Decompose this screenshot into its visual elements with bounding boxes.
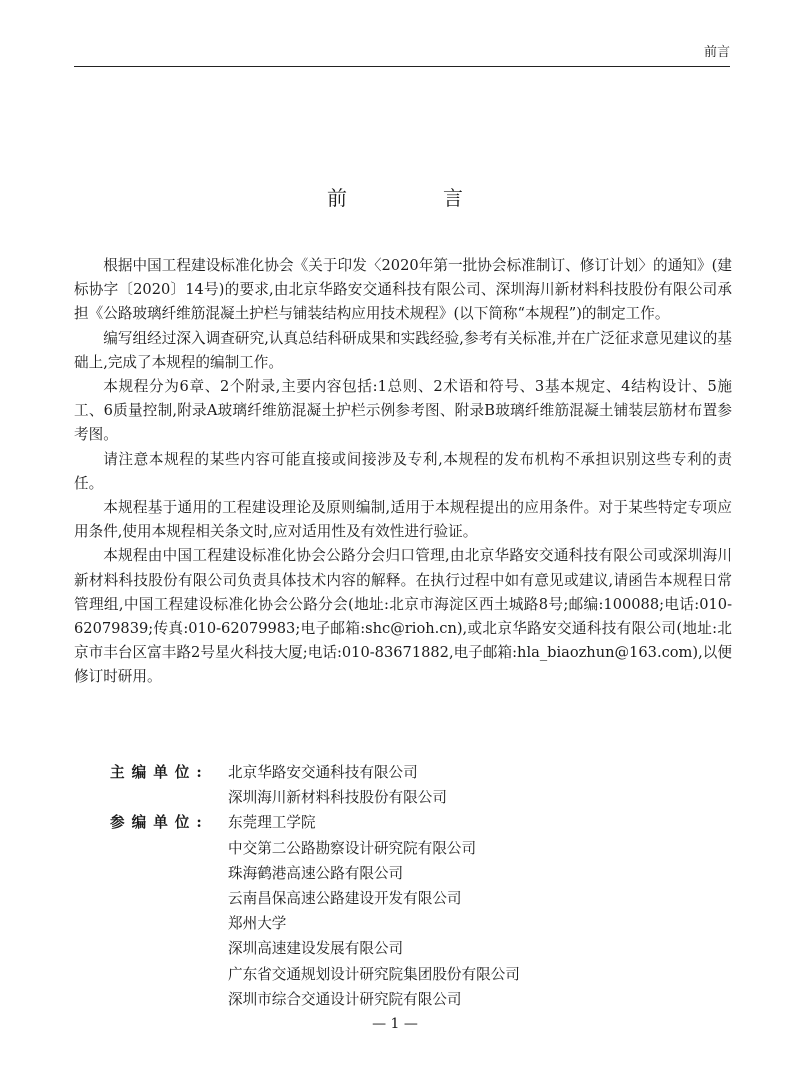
running-header bbox=[74, 40, 730, 67]
unit-item: 郑州大学 bbox=[228, 915, 287, 933]
paragraph: 本规程分为6章、2个附录,主要内容包括:1总则、2术语和符号、3基本规定、4结构设计、5施工、6质量控制,附录A玻璃纤维筋混凝土护栏示例参考图、附录B玻璃纤维筋混凝土铺装层筋材布置参考图。 bbox=[74, 378, 732, 444]
unit-item: 深圳海川新材料科技股份有限公司 bbox=[228, 789, 447, 807]
unit-item: 深圳市综合交通设计研究院有限公司 bbox=[228, 990, 462, 1008]
participating-units-list bbox=[228, 810, 520, 1012]
paragraph: 编写组经过深入调查研究,认真总结科研成果和实践经验,参考有关标准,并在广泛征求意见建议的基础上,完成了本规程的编制工作。 bbox=[74, 329, 732, 371]
body-text bbox=[74, 254, 732, 690]
unit-item: 深圳高速建设发展有限公司 bbox=[228, 940, 404, 958]
unit-item: 云南昌保高速公路建设开发有限公司 bbox=[228, 890, 462, 908]
unit-item: 广东省交通规划设计研究院集团股份有限公司 bbox=[228, 965, 520, 983]
unit-item: 珠海鹤港高速公路有限公司 bbox=[228, 864, 404, 882]
chief-units-label: 主编单位: bbox=[110, 764, 209, 781]
participating-units bbox=[110, 810, 520, 1012]
unit-item: 中交第二公路勘察设计研究院有限公司 bbox=[228, 839, 477, 857]
units-section bbox=[110, 760, 520, 1012]
participating-units-label: 参编单位: bbox=[110, 814, 209, 832]
paragraph: 根据中国工程建设标准化协会《关于印发〈2020年第一批协会标准制订、修订计划〉的通知》(建标协字〔2020〕14号)的要求,由北京华路安交通科技有限公司、深圳海川新材料科技股份有限公司承担《公路玻璃纤维筋混凝土护栏与铺装结构应用技术规程》(以下简称“本规程”)的制定工作。 bbox=[74, 257, 732, 323]
chief-units bbox=[110, 760, 520, 810]
paragraph: 本规程由中国工程建设标准化协会公路分会归口管理,由北京华路安交通科技有限公司或深圳海川新材料科技股份有限公司负责具体技术内容的解释。在执行过程中如有意见或建议,请函告本规程日常管理组,中国工程建设标准化协会公路分会(地址:北京市海淀区西土城路8号;邮编:100088;电话:010-62079839;传真:010-62079983;电子邮箱:shc@rioh.cn),或北京华路安交通科技有限公司(地址:北京市丰台区富丰路2号星火科技大厦;电话:010-83671882,电子邮箱:hla_biaozhun@163.com),以便修订时研用。 bbox=[74, 547, 732, 686]
page-title: 前 言 bbox=[327, 186, 501, 210]
chief-units-list bbox=[228, 760, 447, 810]
running-title: 前言 bbox=[703, 45, 730, 60]
unit-item: 东莞理工学院 bbox=[228, 814, 316, 832]
paragraph: 请注意本规程的某些内容可能直接或间接涉及专利,本规程的发布机构不承担识别这些专利的责任。 bbox=[74, 450, 732, 492]
unit-item: 北京华路安交通科技有限公司 bbox=[228, 764, 418, 781]
page-number: — 1 — bbox=[372, 1016, 418, 1032]
paragraph: 本规程基于通用的工程建设理论及原则编制,适用于本规程提出的应用条件。对于某些特定专项应用条件,使用本规程相关条文时,应对适用性及有效性进行验证。 bbox=[74, 499, 732, 541]
